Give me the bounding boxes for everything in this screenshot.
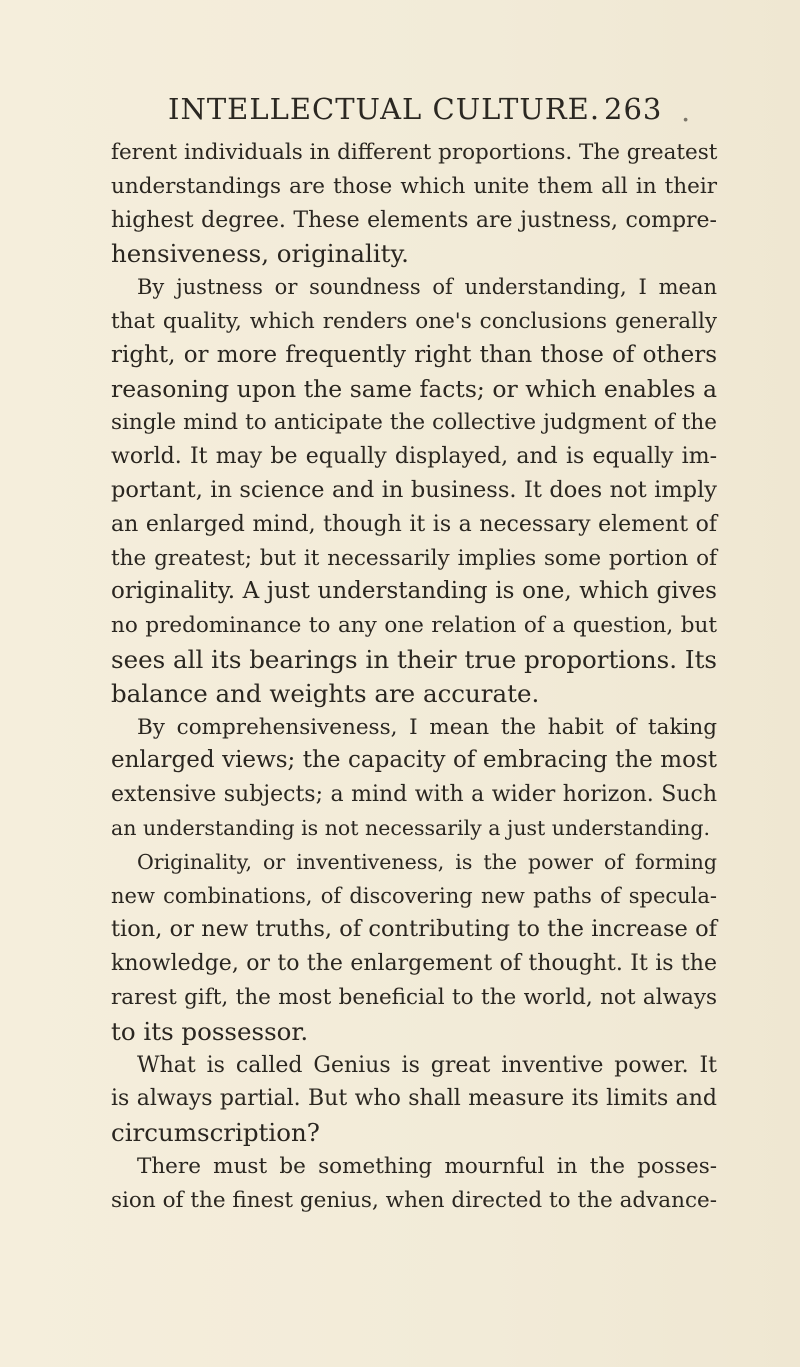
text-line: reasoning upon the same facts; or which enables a [111, 374, 717, 403]
text-line: new combinations, of discovering new paths of specula- [111, 883, 717, 908]
text-line: is always partial. But who shall measure its limits and [111, 1086, 717, 1112]
text-line: originality. A just understanding is one, which gives [111, 578, 717, 605]
running-head [168, 92, 728, 132]
text-line: sees all its bearings in their true proportions. Its [111, 644, 717, 674]
text-line: enlarged views; the capacity of embracing the most [111, 747, 717, 774]
text-line: What is called Genius is great inventive power. It [137, 1052, 717, 1078]
text-line: rarest gift, the most beneficial to the world, not always [111, 984, 717, 1010]
text-line: By comprehensiveness, I mean the habit of taking [137, 714, 717, 740]
text-line: that quality, which renders one's conclusions generally [111, 308, 717, 334]
text-line: circumscription? [111, 1118, 320, 1148]
text-line: no predominance to any one relation of a question, but [111, 613, 717, 639]
text-line: balance and weights are accurate. [111, 678, 540, 708]
text-line: an understanding is not necessarily a just understanding. [111, 815, 710, 840]
text-line: to its possessor. [111, 1016, 309, 1046]
text-line: sion of the finest genius, when directed to the advance- [111, 1187, 717, 1213]
text-line: tion, or new truths, of contributing to the increase of [111, 916, 717, 943]
page-number: 263 [604, 92, 663, 126]
text-line: There must be something mournful in the posses- [137, 1153, 717, 1179]
text-line: the greatest; but it necessarily implies some portion of [111, 545, 717, 571]
text-line: world. It may be equally displayed, and is equally im- [111, 444, 717, 470]
text-line: right, or more frequently right than those of others [111, 341, 717, 368]
running-head-title: INTELLECTUAL CULTURE. [168, 92, 601, 126]
text-line: an enlarged mind, though it is a necessary element of [111, 511, 717, 537]
running-head-mark: . [681, 94, 692, 128]
text-line: By justness or soundness of understanding, I mean [137, 275, 717, 300]
text-line: understandings are those which unite them all in their [111, 173, 717, 199]
text-line: portant, in science and in business. It does not imply [111, 476, 717, 503]
text-line: ferent individuals in different proportions. The greatest [111, 140, 718, 165]
text-line: knowledge, or to the enlargement of thought. It is the [111, 951, 717, 977]
text-line: hensiveness, originality. [111, 239, 409, 269]
text-line: extensive subjects; a mind with a wider horizon. Such [111, 782, 717, 808]
text-line: highest degree. These elements are justness, compre- [111, 207, 717, 233]
text-line: single mind to anticipate the collective judgment of the [111, 410, 717, 436]
text-line: Originality, or inventiveness, is the power of forming [137, 849, 717, 874]
body-text [111, 136, 717, 1218]
